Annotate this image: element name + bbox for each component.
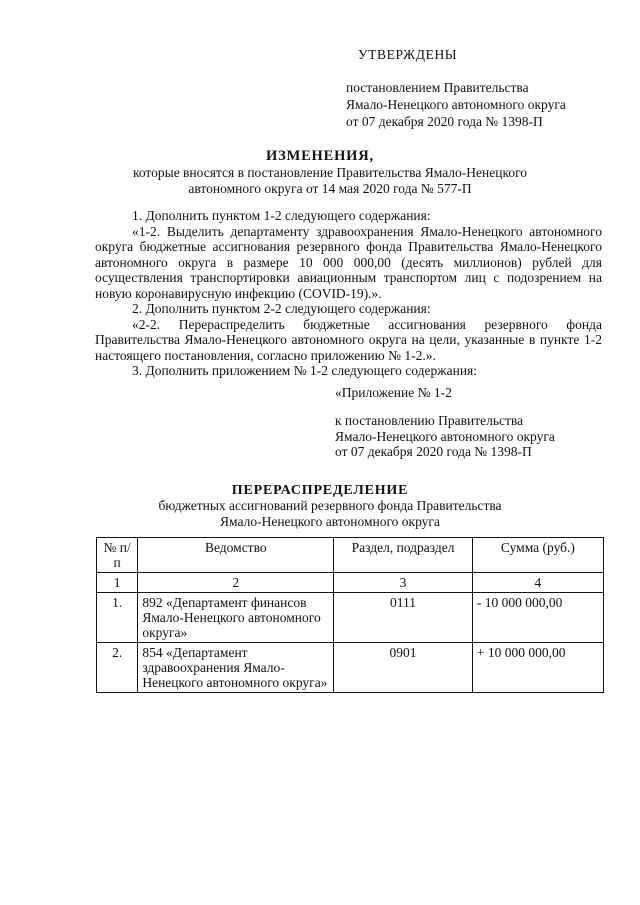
- row-section: 0111: [334, 593, 473, 643]
- distribution-title: ПЕРЕРАСПРЕДЕЛЕНИЕ: [231, 483, 409, 498]
- header-section: Раздел, подраздел: [334, 538, 473, 573]
- paragraph-1: 1. Дополнить пунктом 1-2 следующего содержания:: [132, 208, 431, 223]
- row-number: 1.: [97, 593, 138, 643]
- row-department: 854 «Департамент здравоохранения Ямало-Ненецкого автономного округа»: [138, 643, 334, 693]
- document-body: [95, 208, 602, 379]
- table-header-row: [97, 538, 604, 573]
- table-numbering-row: [97, 573, 604, 593]
- distribution-subtitle: [130, 498, 530, 530]
- paragraph-2: 2. Дополнить пунктом 2-2 следующего содержания:: [132, 301, 431, 316]
- decree-line: Ямало-Ненецкого автономного округа: [346, 97, 566, 112]
- decree-line: от 07 декабря 2020 года № 1398-П: [346, 114, 543, 129]
- appendix-reference: [335, 413, 555, 460]
- row-number: 2.: [97, 643, 138, 693]
- paragraph-3: 3. Дополнить приложением № 1-2 следующего содержания:: [132, 363, 478, 378]
- header-amount: Сумма (руб.): [472, 538, 603, 573]
- paragraph-1-text: «1-2. Выделить департаменту здравоохранения Ямало-Ненецкого автономного округа бюджетные ассигнования резервного фонда Правительства Ямало-Ненецкого автономного округа в размере 10 000 000,00 (десять миллионов) рублей для осуществления транспортировки авиационным транспортом лиц с подозрением на новую коронавирусную инфекцию (COVID-19).».: [95, 223, 602, 301]
- appendix-ref-line: от 07 декабря 2020 года № 1398-П: [335, 444, 532, 459]
- numbering-cell: 4: [472, 573, 603, 593]
- decree-line: постановлением Правительства: [346, 80, 529, 95]
- changes-subtitle-line: автономного округа от 14 мая 2020 года № 577-П: [188, 181, 472, 196]
- changes-subtitle: [130, 165, 530, 197]
- appendix-ref-line: Ямало-Ненецкого автономного округа: [335, 428, 555, 444]
- changes-title: ИЗМЕНЕНИЯ,: [266, 148, 374, 164]
- distribution-table: [96, 537, 604, 693]
- header-number: № п/п: [97, 538, 138, 573]
- appendix-label: «Приложение № 1-2: [335, 385, 452, 400]
- numbering-cell: 2: [138, 573, 334, 593]
- approved-stamp: УТВЕРЖДЕНЫ: [358, 47, 458, 62]
- row-amount: + 10 000 000,00: [472, 643, 603, 693]
- table-row: [97, 643, 604, 693]
- distribution-subtitle-line: Ямало-Ненецкого автономного округа: [220, 514, 440, 529]
- appendix-ref-line: к постановлению Правительства: [335, 413, 524, 428]
- header-department: Ведомство: [138, 538, 334, 573]
- paragraph-2-text: «2-2. Перераспределить бюджетные ассигнования резервного фонда Правительства Ямало-Ненецкого автономного округа на цели, указанные в пункте 1-2 настоящего постановления, согласно приложению № 1-2.».: [95, 316, 602, 363]
- row-department: 892 «Департамент финансов Ямало-Ненецкого автономного округа»: [138, 593, 334, 643]
- distribution-subtitle-line: бюджетных ассигнований резервного фонда Правительства: [158, 498, 502, 513]
- numbering-cell: 3: [334, 573, 473, 593]
- changes-subtitle-line: которые вносятся в постановление Правительства Ямало-Ненецкого: [132, 165, 528, 180]
- numbering-cell: 1: [97, 573, 138, 593]
- table-row: [97, 593, 604, 643]
- row-amount: - 10 000 000,00: [472, 593, 603, 643]
- row-section: 0901: [334, 643, 473, 693]
- decree-reference: [346, 79, 566, 130]
